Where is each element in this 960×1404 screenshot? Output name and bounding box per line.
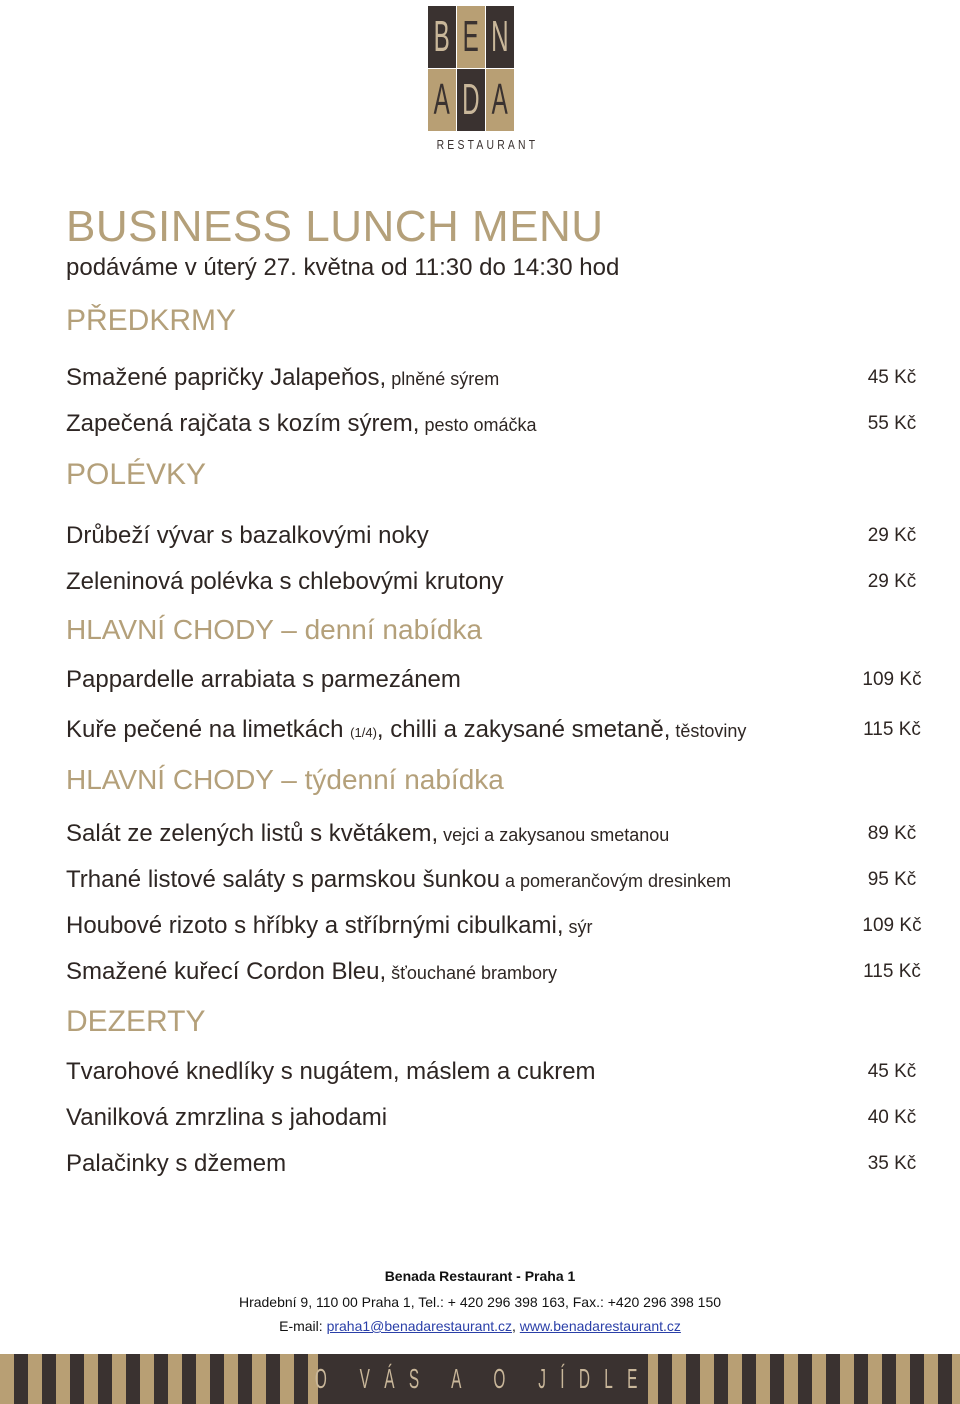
banner-text: O VÁS A O JÍDLE [314,1363,652,1394]
item-price: 109 Kč [862,915,922,936]
item-name: , chilli a zakysané smetaně, [376,716,671,743]
logo-tile [428,69,456,131]
item-name: Palačinky s džemem [66,1150,287,1177]
menu-title: BUSINESS LUNCH MENU [66,202,604,251]
logo-letter: E [462,12,480,61]
item-description: plněné sýrem [386,369,500,389]
logo-tile [457,69,485,131]
menu-item [66,866,731,894]
menu-item [66,568,504,596]
item-price: 115 Kč [863,719,921,740]
section-title-soups: POLÉVKY [66,458,207,491]
logo-tile [428,6,456,68]
menu-item [66,1058,596,1086]
footer-address: Hradební 9, 110 00 Praha 1, Tel.: + 420 296 398 163, Fax.: +420 296 398 150 [238,1294,722,1310]
bottom-stripe-banner [0,1354,960,1404]
item-price: 55 Kč [867,413,917,434]
item-name: Smažené papričky Jalapeňos, [66,364,387,391]
item-name: Zapečená rajčata s kozím sýrem, [66,410,420,437]
menu-item [66,410,537,438]
menu-item [66,820,669,848]
menu-subtitle: podáváme v úterý 27. května od 11:30 do 14:30 hod [66,254,620,281]
menu-item [66,666,461,694]
menu-item [66,1104,387,1132]
item-name: Kuře pečené na limetkách [66,716,351,743]
item-name: Smažené kuřecí Cordon Bleu, [66,958,387,985]
item-name: Tvarohové knedlíky s nugátem, máslem a cukrem [66,1058,596,1085]
item-description: vejci a zakysanou smetanou [438,825,670,845]
menu-item [66,522,429,550]
logo-letter: D [462,75,480,124]
menu-item [66,364,499,392]
item-description: a pomerančovým dresinkem [499,871,732,891]
item-description: sýr [563,917,593,937]
section-title-daily-mains: HLAVNÍ CHODY – denní nabídka [66,614,483,645]
menu-item [66,958,557,986]
logo-letter: N [491,12,509,61]
logo-tile [486,69,514,131]
item-description: šťouchané brambory [386,963,558,983]
item-price: 29 Kč [867,571,917,592]
logo-subtitle: RESTAURANT [436,137,539,152]
menu-item [66,912,593,940]
item-name: Zeleninová polévka s chlebovými krutony [66,568,504,595]
menu-item [66,1150,286,1178]
email-link[interactable]: praha1@benadarestaurant.cz [326,1318,513,1334]
section-title-starters: PŘEDKRMY [66,304,237,337]
item-name: Pappardelle arrabiata s parmezánem [66,666,461,693]
section-title-desserts: DEZERTY [66,1005,206,1038]
item-name: Salát ze zelených listů s květákem, [66,820,439,847]
contact-separator: , [512,1318,520,1334]
website-link[interactable]: www.benadarestaurant.cz [519,1318,681,1334]
item-name: Houbové rizoto s hříbky a stříbrnými cibulkami, [66,912,564,939]
item-description: těstoviny [670,721,747,741]
email-label: E-mail: [279,1318,327,1334]
logo-tile [486,6,514,68]
item-price: 35 Kč [867,1153,917,1174]
restaurant-logo [428,6,539,152]
item-name: Vanilková zmrzlina s jahodami [66,1104,388,1131]
item-price: 45 Kč [867,367,917,388]
item-price: 40 Kč [867,1107,917,1128]
logo-tile [457,6,485,68]
item-price: 45 Kč [867,1061,917,1082]
item-price: 95 Kč [867,869,917,890]
item-portion: (1/4) [350,725,377,740]
item-name: Trhané listové saláty s parmskou šunkou [66,866,500,893]
logo-letter: A [433,75,451,124]
footer-restaurant-name: Benada Restaurant - Praha 1 [384,1268,576,1284]
item-name: Drůbeží vývar s bazalkovými noky [66,522,429,549]
footer-contact [0,1318,960,1334]
menu-item [66,716,746,744]
section-title-weekly-mains: HLAVNÍ CHODY – týdenní nabídka [66,764,504,795]
item-price: 115 Kč [863,961,921,982]
item-description: pesto omáčka [419,415,537,435]
logo-letter: A [491,75,509,124]
item-price: 89 Kč [867,823,917,844]
banner-center [314,1354,652,1404]
item-price: 29 Kč [867,525,917,546]
item-price: 109 Kč [862,669,922,690]
logo-letter: B [433,12,451,61]
